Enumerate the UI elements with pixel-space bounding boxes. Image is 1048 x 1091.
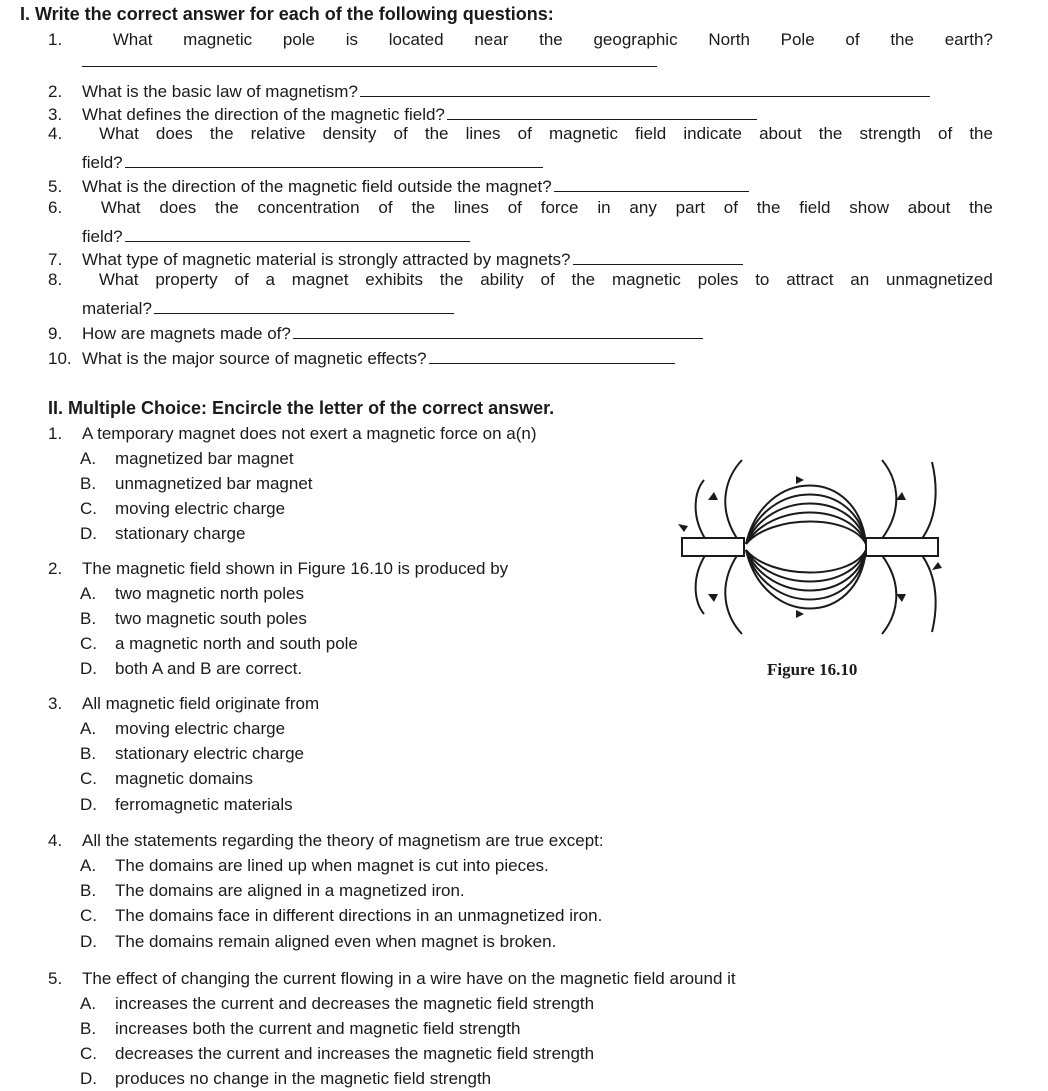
question-word: the — [215, 198, 239, 217]
option-text: magnetic domains — [115, 769, 253, 788]
question-word: North — [708, 30, 750, 49]
question-word: of — [938, 124, 953, 143]
mc-option[interactable] — [80, 449, 294, 469]
question-word: of — [845, 30, 860, 49]
question-word: a — [265, 270, 275, 289]
option-letter[interactable]: B. — [80, 881, 97, 900]
question-word: attract — [786, 270, 834, 289]
question-word: of — [540, 270, 555, 289]
question-word: strength — [859, 124, 921, 143]
option-letter[interactable]: A. — [80, 584, 97, 603]
option-letter[interactable]: B. — [80, 744, 97, 763]
option-letter[interactable]: A. — [80, 449, 97, 468]
mc-option[interactable] — [80, 584, 304, 604]
option-text: two magnetic north poles — [115, 584, 304, 603]
question-word: the — [439, 270, 464, 289]
question-word: about — [759, 124, 802, 143]
question-word: show — [849, 198, 889, 217]
option-letter[interactable]: B. — [80, 609, 97, 628]
question-word: the — [411, 198, 436, 217]
mc-question-text: A temporary magnet does not exert a magnetic force on a(n) — [82, 424, 537, 443]
answer-line-5[interactable] — [554, 175, 749, 192]
option-text: two magnetic south poles — [115, 609, 307, 628]
mc-option[interactable] — [80, 994, 594, 1014]
question-word: in — [597, 198, 611, 217]
option-letter[interactable]: C. — [80, 1044, 97, 1063]
figure-caption: Figure 16.10 — [767, 660, 858, 679]
question-word: does — [159, 198, 197, 217]
field-line — [881, 460, 896, 540]
magnetic-field-figure — [676, 452, 948, 642]
mc-question-4 — [48, 831, 604, 851]
mc-number: 5. — [48, 969, 63, 988]
question-word: pole — [282, 30, 316, 49]
arrow-icon — [678, 524, 688, 532]
s1-question-4-cont: field? — [82, 151, 543, 173]
question-word: field — [635, 124, 667, 143]
question-word: near — [474, 30, 509, 49]
question-word: indicate — [683, 124, 742, 143]
option-letter[interactable]: D. — [80, 659, 97, 678]
question-word: about — [907, 198, 951, 217]
mc-question-3 — [48, 694, 319, 714]
question-word: of — [507, 198, 522, 217]
question-number: 1. — [48, 30, 63, 49]
s1-question-8: 8. What property of a magnet exhibits the ability of the magnetic poles to attract an unmagnetized — [48, 270, 993, 289]
answer-line-6[interactable] — [125, 225, 470, 242]
answer-line-7[interactable] — [573, 248, 743, 265]
option-text: stationary charge — [115, 524, 246, 543]
question-word: exhibits — [365, 270, 423, 289]
question-word: concentration — [257, 198, 360, 217]
field-line — [696, 554, 706, 614]
field-line — [921, 462, 936, 540]
question-word: the — [424, 124, 449, 143]
field-line — [921, 554, 936, 632]
option-text: The domains are lined up when magnet is cut into pieces. — [115, 856, 549, 875]
option-text: both A and B are correct. — [115, 659, 303, 678]
option-letter[interactable]: A. — [80, 719, 97, 738]
question-word: poles — [697, 270, 739, 289]
s1-question-4: 4. What does the relative density of the lines of magnetic field indicate about the strength of the — [48, 124, 993, 143]
question-word: unmagnetized — [885, 270, 993, 289]
mc-number: 1. — [48, 424, 63, 443]
question-word: an — [850, 270, 870, 289]
mc-number: 2. — [48, 559, 63, 578]
s1-question-10: 10. What is the major source of magnetic effects? — [48, 347, 675, 369]
question-word: part — [675, 198, 705, 217]
question-word: of — [723, 198, 738, 217]
s1-question-6: 6. What does the concentration of the lines of force in any part of the field show about the — [48, 198, 993, 217]
arrow-icon — [708, 594, 718, 602]
option-letter[interactable]: A. — [80, 994, 97, 1013]
option-text: stationary electric charge — [115, 744, 304, 763]
arrow-icon — [896, 594, 906, 602]
mc-option[interactable] — [80, 609, 307, 629]
mc-number: 4. — [48, 831, 63, 850]
s1-question-3: 3. What defines the direction of the magnetic field? — [48, 103, 757, 125]
arrow-icon — [796, 476, 804, 484]
option-text: ferromagnetic materials — [115, 795, 293, 814]
mc-option[interactable] — [80, 474, 313, 494]
s1-question-9: 9. How are magnets made of? — [48, 322, 703, 344]
option-text: produces no change in the magnetic field strength — [115, 1069, 492, 1088]
mc-option[interactable] — [80, 659, 302, 679]
arrow-icon — [896, 492, 906, 500]
mc-question-5 — [48, 969, 736, 989]
question-word: lines — [453, 198, 489, 217]
mc-question-text: The effect of changing the current flowing in a wire have on the magnetic field around it — [82, 969, 736, 988]
arrow-icon — [708, 492, 718, 500]
option-text: The domains are aligned in a magnetized iron. — [115, 881, 465, 900]
field-line — [881, 554, 896, 634]
mc-option[interactable] — [80, 769, 253, 789]
mc-option[interactable] — [80, 856, 549, 876]
field-line — [696, 480, 706, 540]
question-word: the — [969, 198, 993, 217]
right-magnet — [866, 538, 938, 556]
mc-option[interactable] — [80, 499, 285, 519]
option-letter[interactable]: B. — [80, 474, 97, 493]
question-word: is — [345, 30, 359, 49]
mc-question-text: All magnetic field originate from — [82, 694, 320, 713]
option-letter[interactable]: D. — [80, 1069, 97, 1088]
question-word: of — [517, 124, 532, 143]
left-magnet — [682, 538, 744, 556]
answer-line-8[interactable] — [154, 297, 454, 314]
mc-number: 3. — [48, 694, 63, 713]
answer-line-1[interactable] — [82, 66, 657, 67]
question-word: magnetic — [611, 270, 681, 289]
question-word: force — [540, 198, 579, 217]
option-letter[interactable]: D. — [80, 795, 97, 814]
question-word: the — [571, 270, 596, 289]
answer-line-2[interactable] — [360, 80, 930, 97]
question-word: any — [629, 198, 657, 217]
answer-line-10[interactable] — [429, 347, 675, 364]
option-text: increases the current and decreases the magnetic field strength — [115, 994, 595, 1013]
mc-option[interactable] — [80, 524, 245, 544]
mc-option[interactable] — [80, 1069, 491, 1089]
mc-option[interactable] — [80, 719, 285, 739]
s1-question-1 — [48, 30, 993, 50]
question-word: the — [209, 124, 234, 143]
question-word: the — [969, 124, 993, 143]
mc-option[interactable] — [80, 1019, 520, 1039]
question-word: What — [112, 30, 153, 49]
question-word: What — [98, 270, 139, 289]
question-word: ability — [480, 270, 524, 289]
option-text: magnetized bar magnet — [115, 449, 294, 468]
option-text: unmagnetized bar magnet — [115, 474, 313, 493]
option-text: increases both the current and magnetic field strength — [115, 1019, 521, 1038]
question-word: earth? — [944, 30, 993, 49]
question-word: of — [378, 198, 393, 217]
mc-option[interactable] — [80, 906, 602, 926]
s1-question-8-cont: material? — [82, 297, 454, 319]
question-word: the — [539, 30, 563, 49]
option-letter[interactable]: A. — [80, 856, 97, 875]
section2-heading: II. Multiple Choice: Encircle the letter of the correct answer. — [48, 398, 555, 418]
s1-question-2: 2. What is the basic law of magnetism? — [48, 80, 930, 102]
mc-question-2 — [48, 559, 508, 579]
option-text: The domains remain aligned even when magnet is broken. — [115, 932, 557, 951]
mc-option[interactable] — [80, 932, 556, 952]
question-word: the — [818, 124, 843, 143]
option-text: moving electric charge — [115, 719, 286, 738]
option-letter[interactable]: D. — [80, 932, 97, 951]
question-word: geographic — [593, 30, 678, 49]
question-word: to — [755, 270, 770, 289]
mc-option[interactable] — [80, 634, 358, 654]
option-letter[interactable]: D. — [80, 524, 97, 543]
answer-line-9[interactable] — [293, 322, 703, 339]
field-line — [725, 554, 742, 634]
question-word: What — [99, 124, 139, 143]
question-word: density — [322, 124, 377, 143]
answer-line-4[interactable] — [125, 151, 543, 168]
question-word: magnetic — [548, 124, 618, 143]
mc-option[interactable] — [80, 795, 293, 815]
s1-question-6-cont: field? — [82, 225, 470, 247]
s1-question-7: 7. What type of magnetic material is strongly attracted by magnets? — [48, 248, 743, 270]
mc-option[interactable] — [80, 881, 465, 901]
mc-option[interactable] — [80, 744, 304, 764]
option-letter[interactable]: C. — [80, 769, 97, 788]
option-letter[interactable]: B. — [80, 1019, 97, 1038]
question-word: of — [393, 124, 408, 143]
question-word: field — [799, 198, 831, 217]
question-word: magnet — [291, 270, 349, 289]
mc-question-text: The magnetic field shown in Figure 16.10 is produced by — [82, 559, 509, 578]
option-text: The domains face in different directions in an unmagnetized iron. — [115, 906, 603, 925]
field-line — [725, 460, 742, 540]
question-word: What — [100, 198, 141, 217]
option-letter[interactable]: C. — [80, 906, 97, 925]
mc-option[interactable] — [80, 1044, 594, 1064]
s1-question-5: 5. What is the direction of the magnetic field outside the magnet? — [48, 175, 749, 197]
arrow-icon — [932, 562, 942, 570]
question-word: the — [756, 198, 781, 217]
arrow-icon — [796, 610, 804, 618]
question-word: relative — [250, 124, 306, 143]
question-word: Pole — [780, 30, 815, 49]
option-letter[interactable]: C. — [80, 499, 97, 518]
option-text: decreases the current and increases the magnetic field strength — [115, 1044, 595, 1063]
question-word: magnetic — [183, 30, 253, 49]
question-word: of — [234, 270, 249, 289]
question-word: does — [155, 124, 193, 143]
mc-question-text: All the statements regarding the theory of magnetism are true except: — [82, 831, 604, 850]
question-word: property — [155, 270, 218, 289]
option-text: a magnetic north and south pole — [115, 634, 358, 653]
answer-line-3[interactable] — [447, 103, 757, 120]
option-text: moving electric charge — [115, 499, 286, 518]
section1-heading: I. Write the correct answer for each of the following questions: — [20, 4, 554, 24]
mc-question-1 — [48, 424, 537, 444]
question-word: lines — [465, 124, 501, 143]
question-word: located — [388, 30, 444, 49]
option-letter[interactable]: C. — [80, 634, 97, 653]
question-word: the — [890, 30, 914, 49]
